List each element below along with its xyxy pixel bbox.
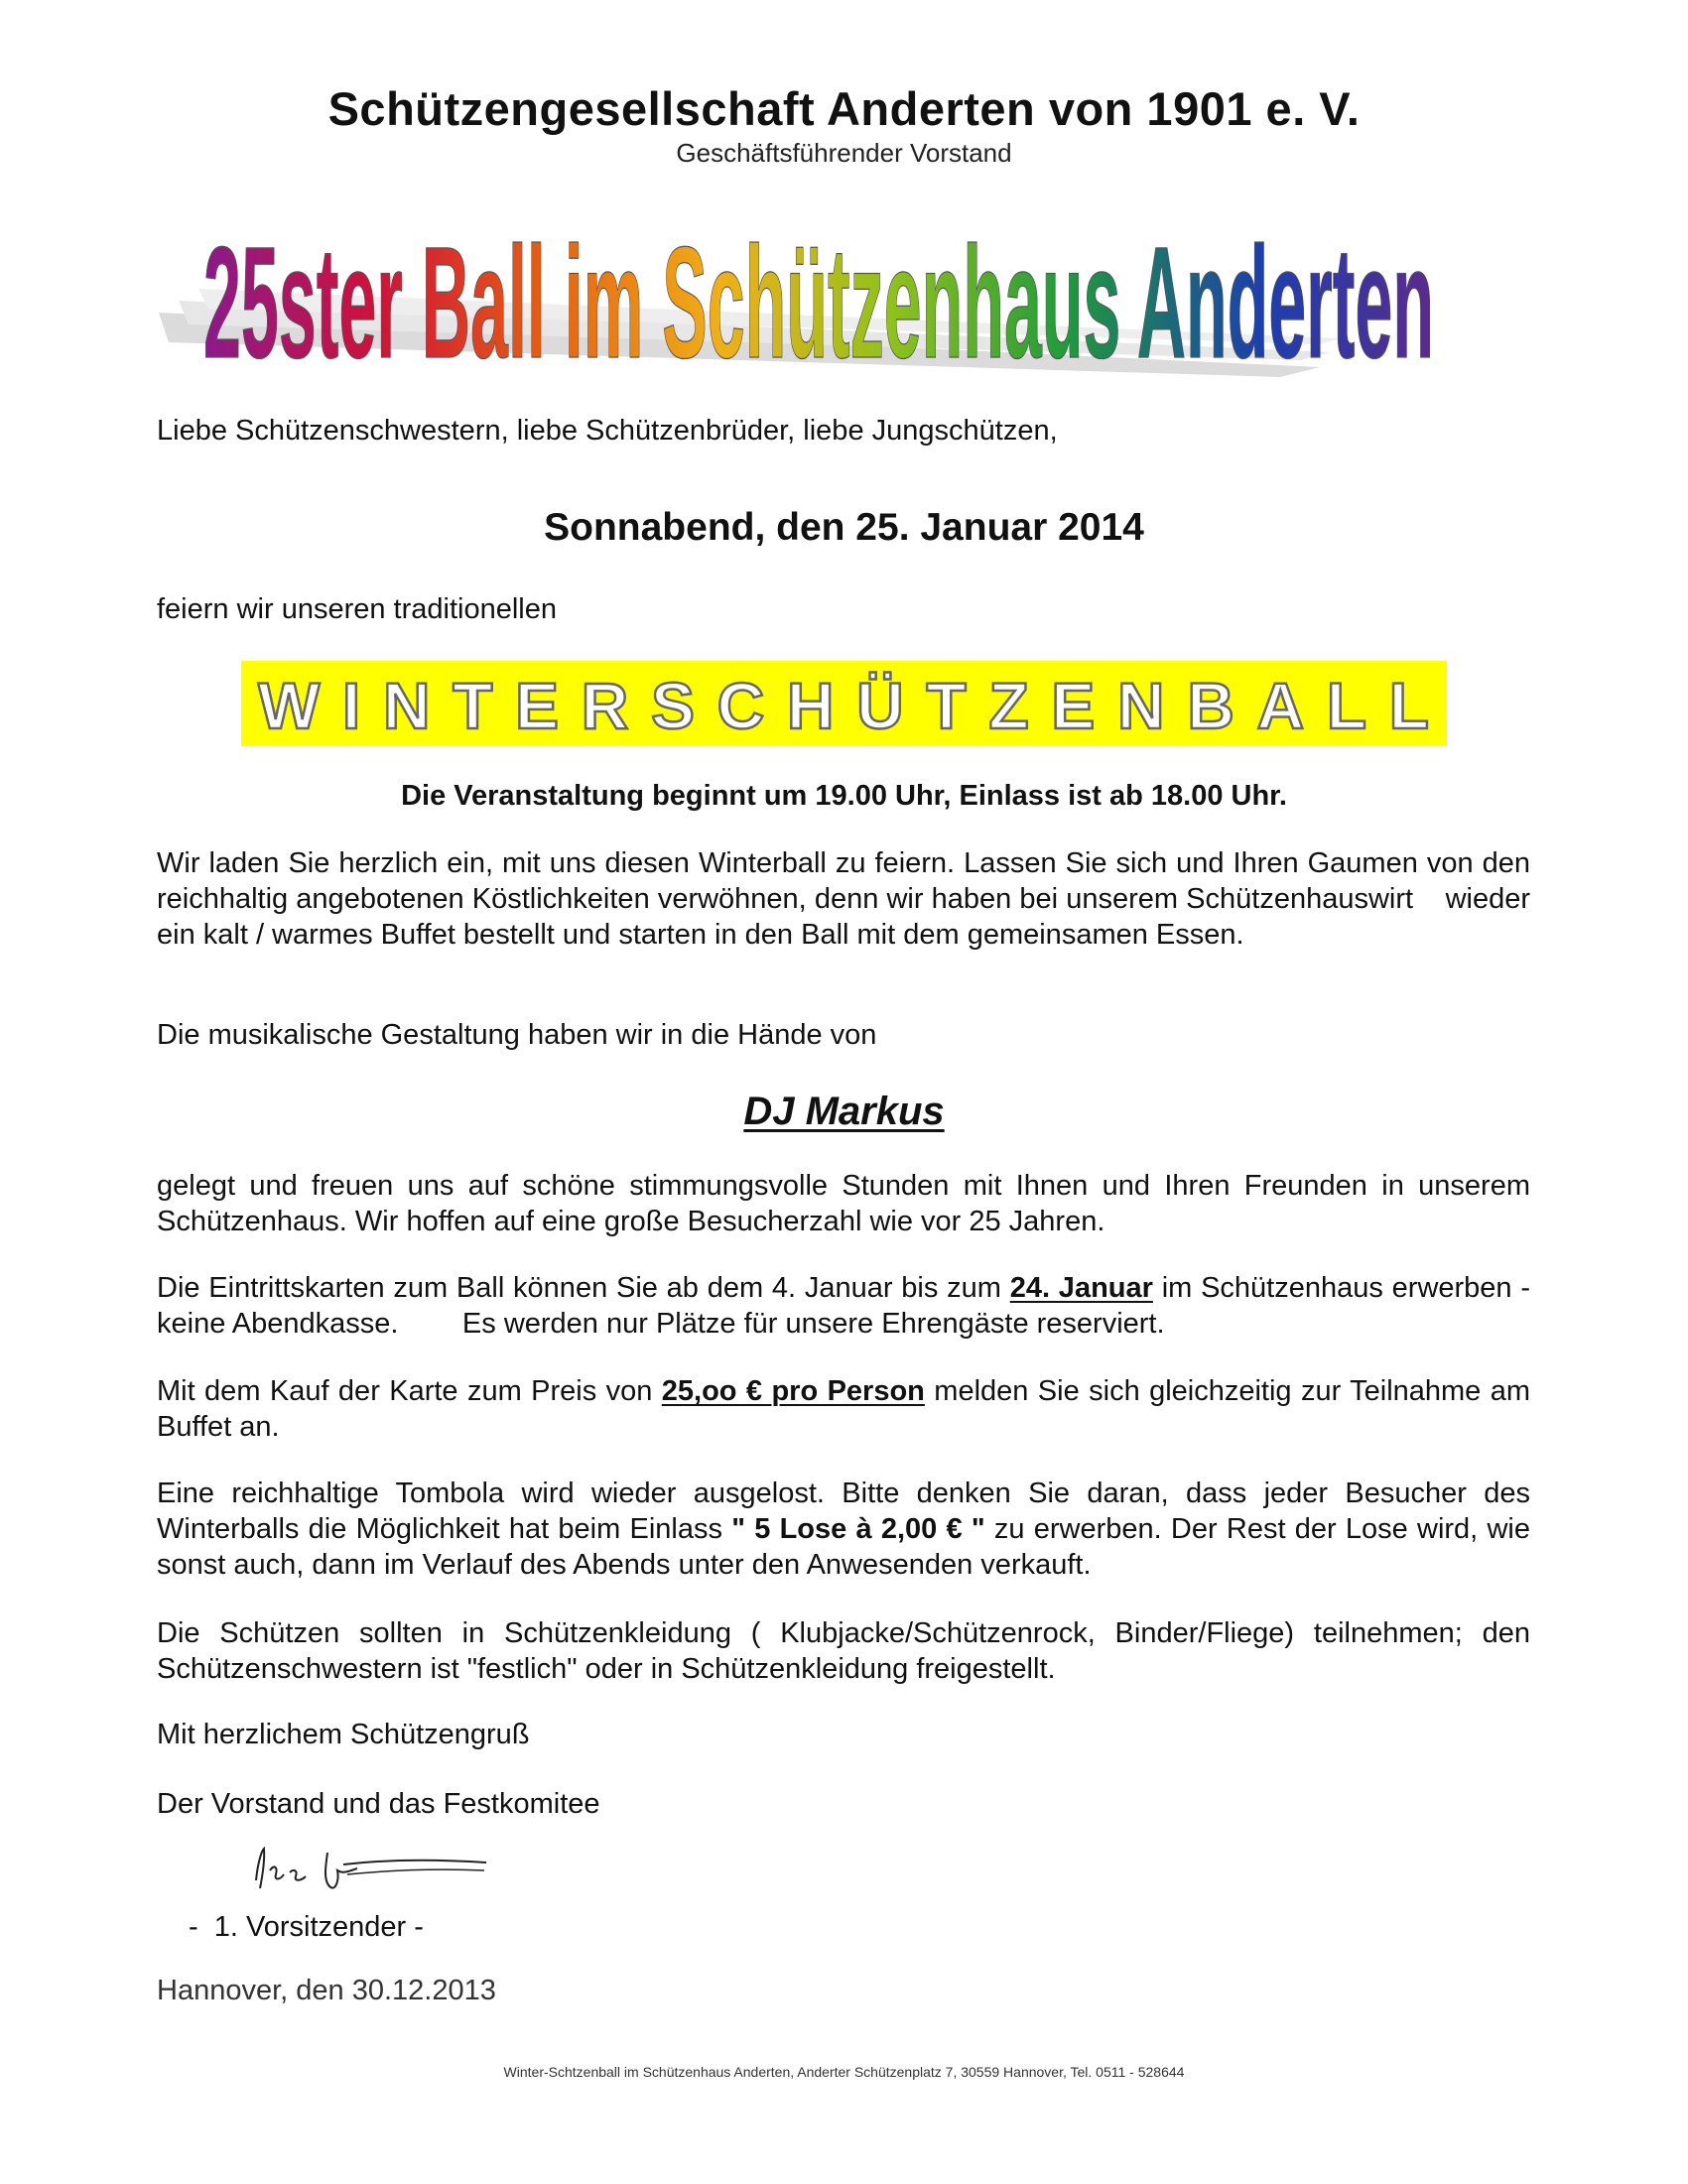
banner-title: 25ster Ball im Schützenhaus Anderten [202,213,1434,382]
place-and-date: Hannover, den 30.12.2013 [157,1975,496,2006]
tombola-paragraph [157,1476,1530,1583]
event-banner-wordart [159,193,1479,382]
signatory-role: - 1. Vorsitzender - [189,1911,424,1943]
music-paragraph: Die musikalische Gestaltung haben wir in die Hände von [157,1019,877,1051]
event-name: WINTERSCHÜTZENBALL [258,669,1429,742]
tombola-text-after: zu erwerben. Der Rest der Lose wird, wie sonst auch, dann im Verlauf des Abends unter den Anwesenden verkauft. [157,1513,1530,1581]
dj-name: DJ Markus [743,1090,945,1133]
tickets-text-after: im Schützenhaus erwerben - keine Abendkasse. Es werden nur Plätze für unsere Ehrengäste reserviert. [157,1272,1539,1340]
greeting: Liebe Schützenschwestern, liebe Schützenbrüder, liebe Jungschützen, [157,415,1058,447]
event-name-highlight [241,661,1447,746]
event-date-heading: Sonnabend, den 25. Januar 2014 [544,506,1144,549]
event-name-svg [241,661,1447,746]
price-text-before: Mit dem Kauf der Karte zum Preis von [157,1375,662,1407]
tickets-deadline: 24. Januar [1009,1272,1153,1304]
handwritten-signature [248,1841,496,1900]
intro-line: feiern wir unseren traditionellen [157,593,557,625]
organization-name: Schützengesellschaft Anderten von 1901 e. V. [327,82,1361,135]
hours-paragraph: gelegt und freuen uns auf schöne stimmungsvolle Stunden mit Ihnen und Ihren Freunden in unserem Schützenhaus. Wir hoffen auf eine große Besucherzahl wie vor 25 Jahren. [157,1170,1530,1237]
tombola-text-before: Eine reichhaltige Tombola wird wieder ausgelost. Bitte denken Sie daran, dass jeder Besucher des Winterballs die Möglichkeit hat beim Einlass [157,1477,1530,1545]
organization-subtitle: Geschäftsführender Vorstand [676,138,1012,168]
tickets-text-before: Die Eintrittskarten zum Ball können Sie ab dem 4. Januar bis zum [157,1272,1010,1304]
sender-line: Der Vorstand und das Festkomitee [157,1788,600,1820]
ticket-price: 25,oo € pro Person [661,1375,925,1407]
dress-code-paragraph: Die Schützen sollten in Schützenkleidung ( Klubjacke/Schützenrock, Binder/Fliege) teilnehmen; den Schützenschwestern ist "festlich" oder in Schützenkleidung freigestellt. [157,1617,1530,1685]
footer-address: Winter-Schtzenball im Schützenhaus Anderten, Anderter Schützenplatz 7, 30559 Hannover, Tel. 0511 - 528644 [503,2064,1185,2080]
tombola-lot-price: " 5 Lose à 2,00 € " [731,1513,985,1545]
price-text-after: melden Sie sich gleichzeitig zur Teilnahme am Buffet an. [157,1375,1530,1443]
closing-line: Mit herzlichem Schützengruß [157,1719,530,1750]
invitation-paragraph: Wir laden Sie herzlich ein, mit uns diesen Winterball zu feiern. Lassen Sie sich und Ihren Gaumen von den reichhaltig angebotenen Köstlichkeiten verwöhnen, denn wir haben bei unserem Schützenhauswirt wieder ein kalt / warmes Buffet bestellt und starten in den Ball mit dem gemeinsamen Essen. [157,847,1539,951]
start-time-line: Die Veranstaltung beginnt um 19.00 Uhr, Einlass ist ab 18.00 Uhr. [401,780,1287,812]
price-paragraph [157,1373,1530,1445]
tickets-paragraph [157,1270,1539,1342]
